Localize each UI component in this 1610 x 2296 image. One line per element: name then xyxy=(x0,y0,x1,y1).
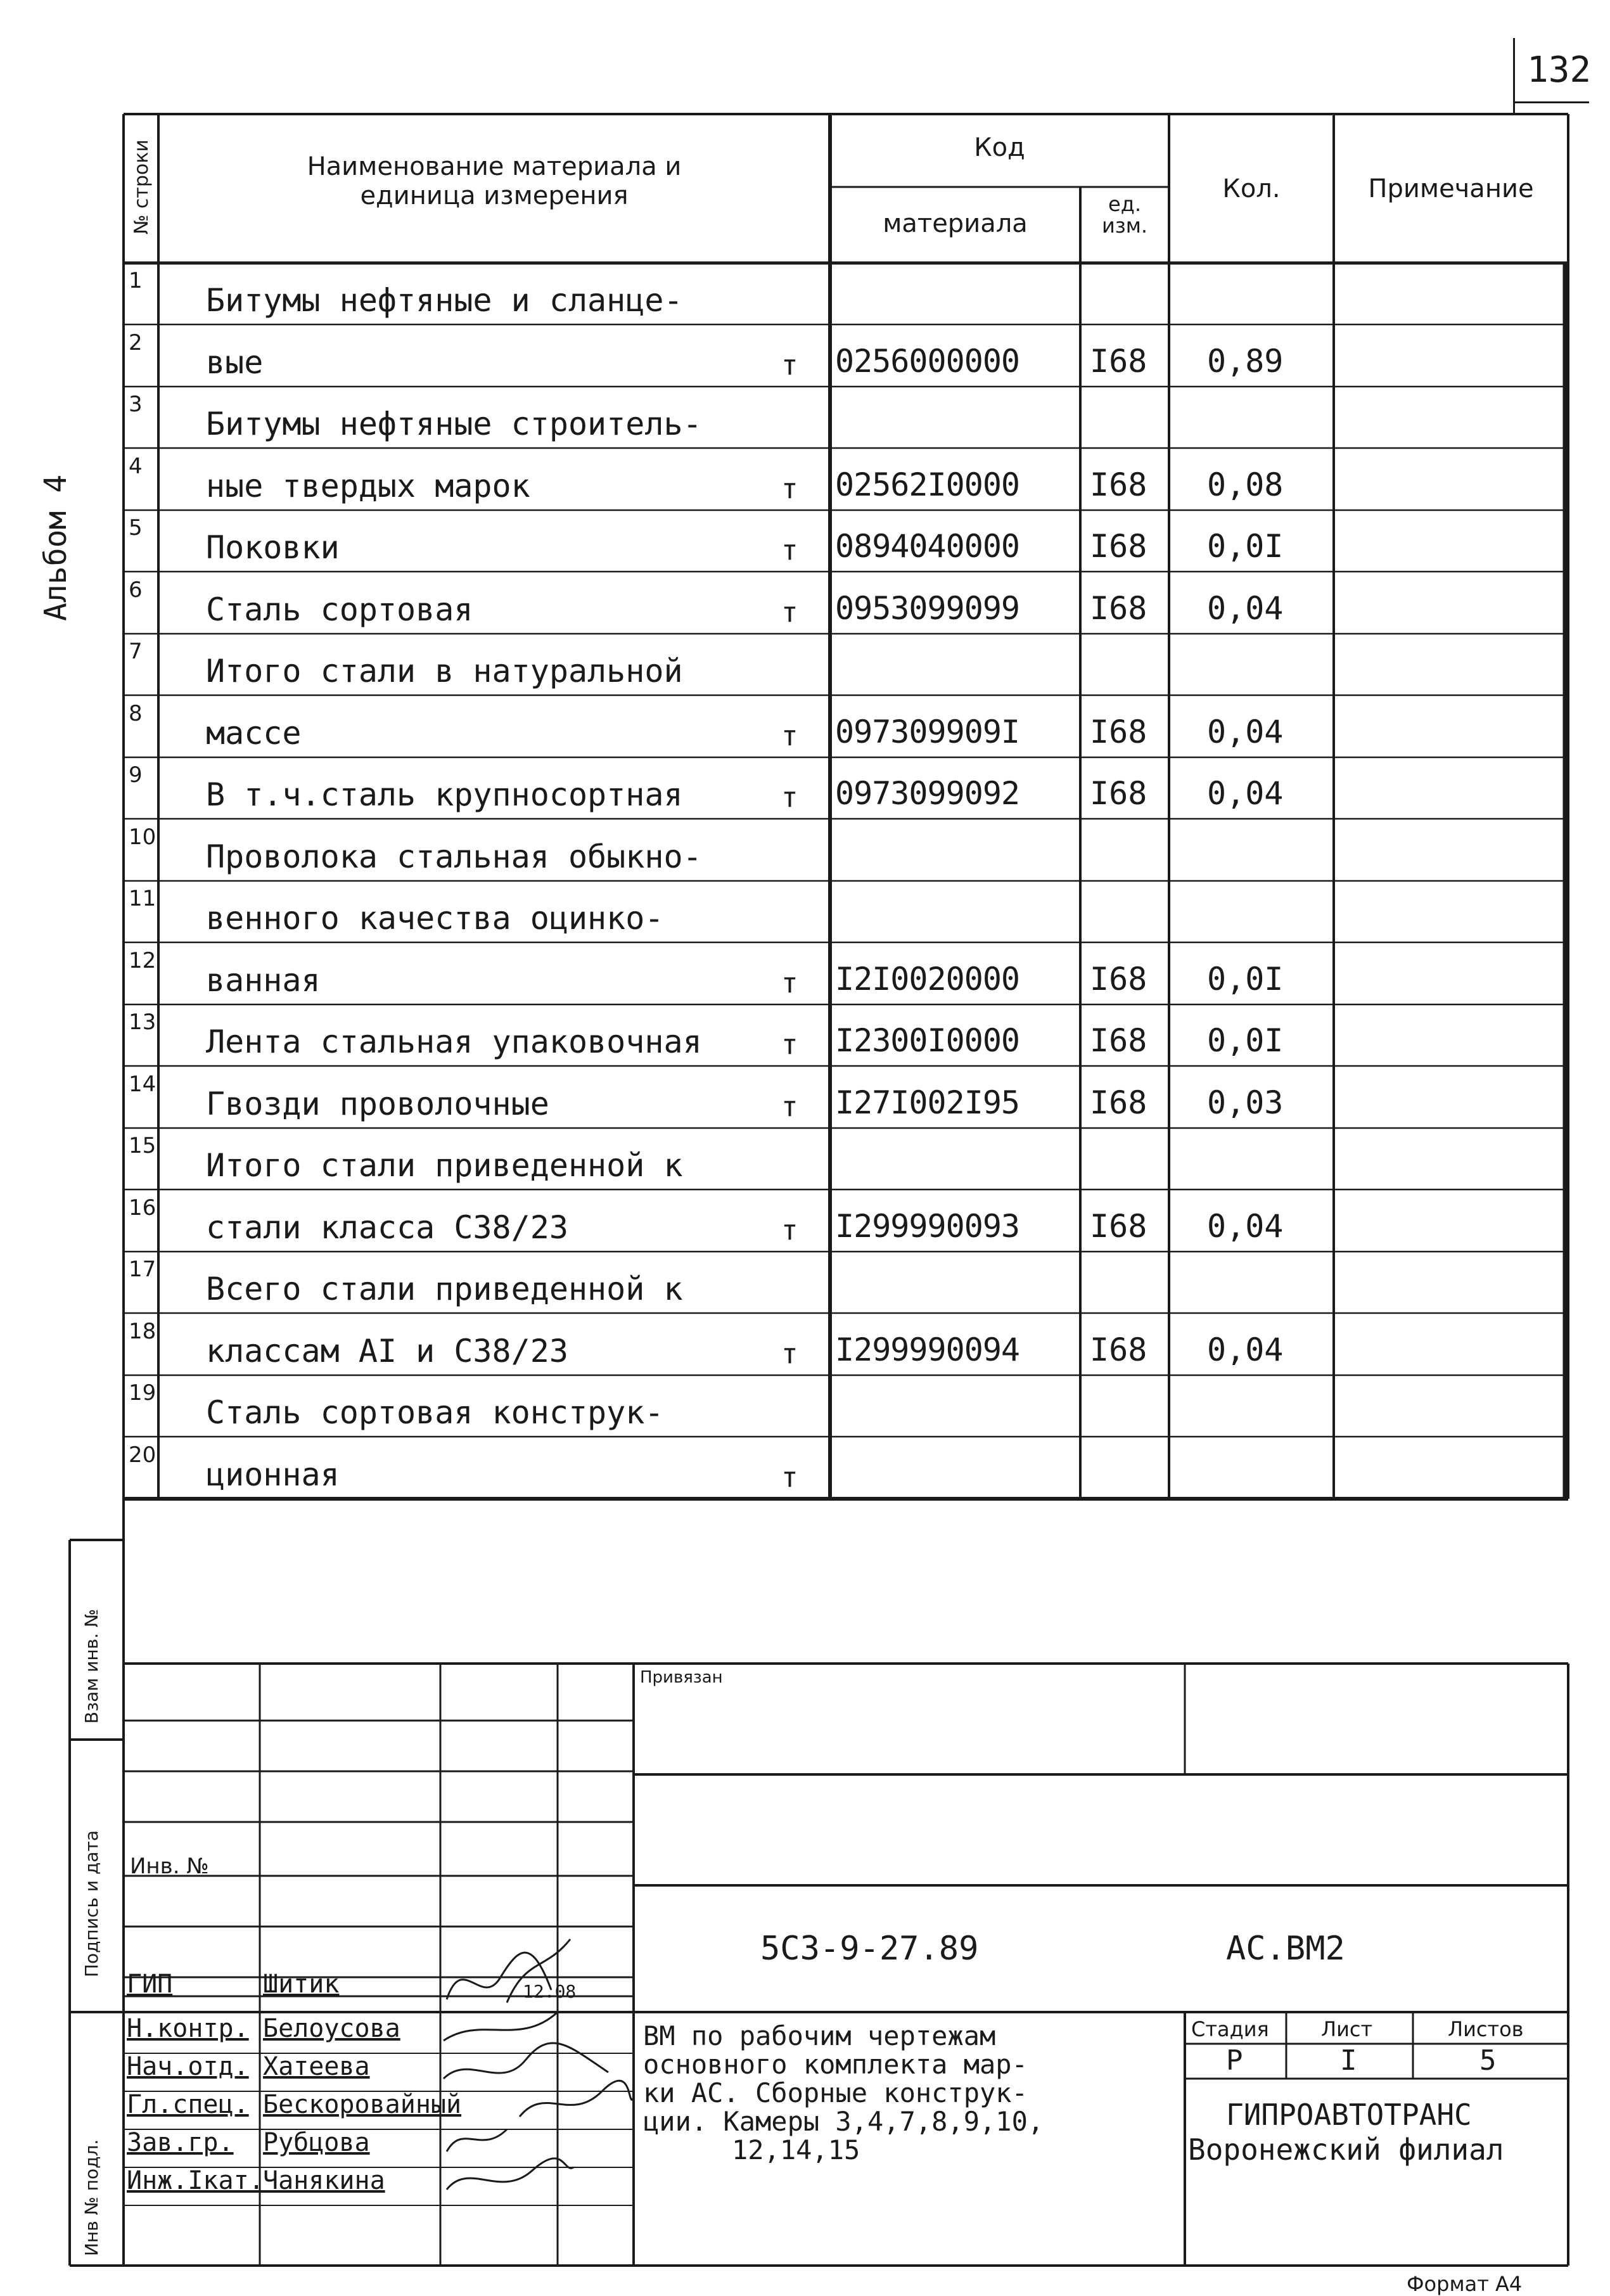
page-number: 132 xyxy=(1527,49,1592,91)
unit-mark: т xyxy=(781,781,798,814)
material-code: I27I002I95 xyxy=(835,1084,1020,1121)
material-name: Проволока стальная обыкно- xyxy=(206,838,702,875)
quantity: 0,04 xyxy=(1207,1207,1284,1245)
quantity: 0,04 xyxy=(1207,775,1284,812)
material-name: венного качества оцинко- xyxy=(206,900,664,937)
row-number: 4 xyxy=(129,453,143,479)
material-name: ные твердых марок xyxy=(206,467,530,504)
signatory-name: Бескоровайный xyxy=(263,2090,462,2119)
header-name-line1: Наименование материала и xyxy=(307,152,682,181)
stamp-sheets: 5 xyxy=(1479,2044,1497,2077)
material-code: 0894040000 xyxy=(835,528,1020,565)
row-number: 6 xyxy=(129,577,143,603)
unit-mark: т xyxy=(781,719,798,752)
unit-code: I68 xyxy=(1090,713,1147,750)
header-qty: Кол. xyxy=(1222,174,1281,203)
material-name: вые xyxy=(206,343,264,381)
stamp-title-line: ВМ по рабочим чертежам xyxy=(643,2020,996,2051)
stamp-title-line: основного комплекта мар- xyxy=(643,2049,1028,2080)
signatory-name: Белоусова xyxy=(263,2014,400,2043)
signature-nachotd xyxy=(444,2043,608,2079)
material-name: массе xyxy=(206,714,302,752)
signatory-role: Инж.Iкат. xyxy=(127,2166,264,2195)
stamp-sheet: I xyxy=(1340,2044,1357,2077)
album-label-text: Альбом 4 xyxy=(38,474,73,621)
unit-mark: т xyxy=(781,966,798,999)
unit-mark: т xyxy=(781,1029,798,1061)
material-code: I299990093 xyxy=(835,1207,1020,1245)
quantity: 0,0I xyxy=(1207,1022,1284,1059)
stamp-org-line2: Воронежский филиал xyxy=(1188,2132,1504,2167)
signature-date-note: 12.08 xyxy=(523,1981,577,2002)
unit-code: I68 xyxy=(1090,775,1147,812)
material-name: Битумы нефтяные строитель- xyxy=(206,406,702,442)
material-name: Поковки xyxy=(206,529,340,566)
signature-nkontr xyxy=(444,2012,558,2041)
stamp-title-line: ции. Камеры 3,4,7,8,9,10, xyxy=(643,2106,1044,2137)
material-name: Гвозди проволочные xyxy=(206,1085,549,1122)
material-name: Итого стали в натуральной xyxy=(206,653,683,689)
row-number: 15 xyxy=(129,1133,157,1158)
header-unit-line1: ед. xyxy=(1108,192,1141,216)
signature-glspec xyxy=(520,2081,634,2117)
row-number: 5 xyxy=(129,515,143,541)
signatory-role: Нач.отд. xyxy=(127,2052,249,2081)
unit-mark: т xyxy=(781,596,798,629)
signature-zavgr xyxy=(447,2129,507,2152)
material-code: 0953099099 xyxy=(835,589,1020,627)
unit-code: I68 xyxy=(1090,1022,1147,1059)
unit-code: I68 xyxy=(1090,1207,1147,1245)
material-name: Всего стали приведенной к xyxy=(206,1271,683,1307)
signatory-name: Хатеева xyxy=(263,2052,370,2081)
unit-mark: т xyxy=(781,472,798,505)
material-code: I2300I0000 xyxy=(835,1022,1020,1059)
row-number: 16 xyxy=(129,1195,157,1221)
row-number: 2 xyxy=(129,330,143,356)
material-name: Сталь сортовая конструк- xyxy=(206,1394,664,1431)
signatory-name: Рубцова xyxy=(263,2128,370,2157)
unit-code: I68 xyxy=(1090,528,1147,565)
row-number: 7 xyxy=(129,639,143,664)
quantity: 0,08 xyxy=(1207,466,1284,503)
header-note: Примечание xyxy=(1368,174,1534,203)
quantity: 0,0I xyxy=(1207,960,1284,997)
material-name: стали класса С38/23 xyxy=(206,1209,568,1246)
material-code: 0973099092 xyxy=(835,775,1020,812)
material-code: 097309909I xyxy=(835,713,1020,750)
material-name: Битумы нефтяные и сланце- xyxy=(206,282,683,319)
quantity: 0,04 xyxy=(1207,713,1284,750)
row-number: 12 xyxy=(129,947,157,973)
stamp-privyazan: Привязан xyxy=(640,1668,723,1687)
format-label: Формат А4 xyxy=(1407,2272,1523,2296)
signatory-role: ГИП xyxy=(127,1970,173,1999)
material-name: ванная xyxy=(206,961,321,999)
unit-code: I68 xyxy=(1090,960,1147,997)
signatory-role: Зав.гр. xyxy=(127,2128,234,2157)
row-number: 9 xyxy=(129,762,143,788)
unit-code: I68 xyxy=(1090,342,1147,380)
quantity: 0,04 xyxy=(1207,589,1284,627)
header-material: материала xyxy=(883,209,1028,238)
signatory-name: Шитик xyxy=(263,1970,340,1999)
row-number: 1 xyxy=(129,268,143,293)
stamp-stage-label: Стадия xyxy=(1191,2017,1269,2041)
quantity: 0,89 xyxy=(1207,342,1284,380)
stamp-mark-code: АС.ВМ2 xyxy=(1226,1930,1345,1968)
side-label-inv-zam: Взам инв. № xyxy=(81,1608,102,1724)
row-number: 11 xyxy=(129,886,157,911)
header-unit-line2: изм. xyxy=(1101,214,1148,238)
material-code: 02562I0000 xyxy=(835,466,1020,503)
stamp-sheet-label: Лист xyxy=(1321,2017,1373,2041)
material-name: ционная xyxy=(206,1456,340,1493)
row-number: 19 xyxy=(129,1380,157,1406)
side-label-sign-date: Подпись и дата xyxy=(81,1830,102,1977)
row-number: 8 xyxy=(129,700,143,726)
stamp-doc-code: 5С3-9-27.89 xyxy=(760,1930,979,1968)
header-row-no-text: № строки xyxy=(131,139,153,234)
row-number: 14 xyxy=(129,1071,157,1097)
material-name: В т.ч.сталь крупносортная xyxy=(206,776,683,813)
unit-code: I68 xyxy=(1090,1084,1147,1121)
row-number: 10 xyxy=(129,824,157,850)
row-number: 18 xyxy=(129,1318,157,1344)
unit-mark: т xyxy=(781,1090,798,1123)
signatory-role: Н.контр. xyxy=(127,2014,249,2043)
header-name-line2: единица измерения xyxy=(360,181,629,210)
unit-mark: т xyxy=(781,1337,798,1370)
material-name: классам АI и С38/23 xyxy=(206,1332,568,1369)
stamp-org-line1: ГИПРОАВТОТРАНС xyxy=(1226,2098,1472,2132)
unit-code: I68 xyxy=(1090,1331,1147,1368)
signature-inzh xyxy=(447,2158,573,2190)
material-name: Сталь сортовая xyxy=(206,591,473,628)
quantity: 0,03 xyxy=(1207,1084,1284,1121)
signatory-role: Гл.спец. xyxy=(127,2090,249,2119)
unit-mark: т xyxy=(781,1461,798,1494)
material-code: I2I0020000 xyxy=(835,960,1020,997)
header-code: Код xyxy=(974,133,1025,162)
signatory-name: Чанякина xyxy=(263,2166,385,2195)
quantity: 0,04 xyxy=(1207,1331,1284,1368)
unit-code: I68 xyxy=(1090,589,1147,627)
unit-mark: т xyxy=(781,349,798,382)
stamp-title-line: ки АС. Сборные конструк- xyxy=(643,2077,1028,2108)
stamp-title-line: 12,14,15 xyxy=(732,2134,860,2165)
row-number: 3 xyxy=(129,392,143,417)
material-name: Лента стальная упаковочная xyxy=(206,1023,702,1060)
side-label-inv-orig: Инв № подл. xyxy=(81,2139,102,2256)
quantity: 0,0I xyxy=(1207,528,1284,565)
unit-mark: т xyxy=(781,1214,798,1247)
material-code: 0256000000 xyxy=(835,342,1020,380)
stamp-inv-no: Инв. № xyxy=(130,1854,209,1879)
row-number: 20 xyxy=(129,1442,157,1468)
stamp-sheets-label: Листов xyxy=(1448,2017,1524,2041)
unit-mark: т xyxy=(781,534,798,567)
material-code: I299990094 xyxy=(835,1331,1020,1368)
stamp-stage: Р xyxy=(1226,2044,1243,2077)
unit-code: I68 xyxy=(1090,466,1147,503)
row-number: 13 xyxy=(129,1010,157,1035)
material-name: Итого стали приведенной к xyxy=(206,1147,683,1184)
row-number: 17 xyxy=(129,1257,157,1282)
